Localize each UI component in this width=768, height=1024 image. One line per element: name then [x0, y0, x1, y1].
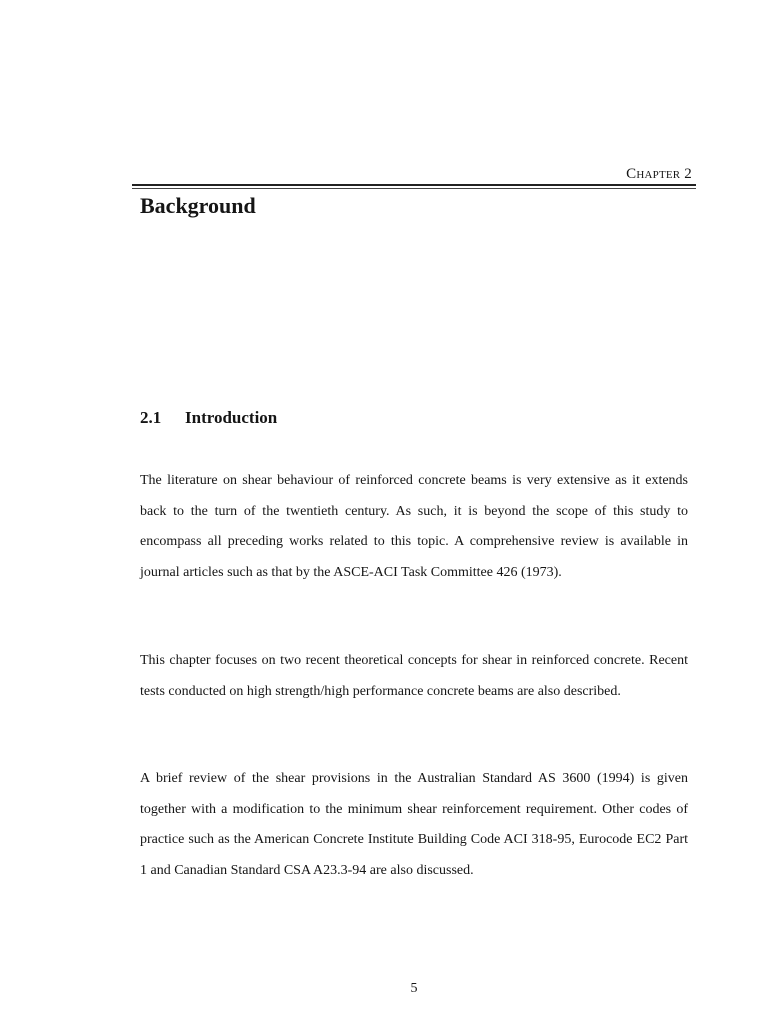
chapter-rule-thin — [132, 188, 696, 189]
body-paragraph-2: This chapter focuses on two recent theoretical concepts for shear in reinforced concrete. Recent tests conducted on high strength/high performance concrete beams are also described. — [140, 653, 688, 699]
body-paragraph-1: The literature on shear behaviour of reinforced concrete beams is very extensive as it extends back to the turn of the twentieth century. As such, it is beyond the scope of this study to encompass all preceding works related to this topic. A comprehensive review is available in journal articles such as that by the ASCE-ACI Task Committee 426 (1973). — [140, 473, 688, 580]
chapter-rule-thick — [132, 184, 696, 186]
page-number: 5 — [410, 981, 418, 996]
body-paragraph-3: A brief review of the shear provisions in the Australian Standard AS 3600 (1994) is given together with a modification to the minimum shear reinforcement requirement. Other codes of practice such as the American Concrete Institute Building Code ACI 318-95, Eurocode EC2 Part 1 and Canadian Standard CSA A23.3-94 are also discussed. — [140, 771, 688, 878]
section-heading — [140, 408, 277, 428]
section-number: 2.1 — [140, 408, 162, 427]
chapter-label: Chapter 2 — [626, 166, 692, 182]
section-title: Introduction — [185, 408, 278, 427]
chapter-title: Background — [140, 193, 256, 218]
